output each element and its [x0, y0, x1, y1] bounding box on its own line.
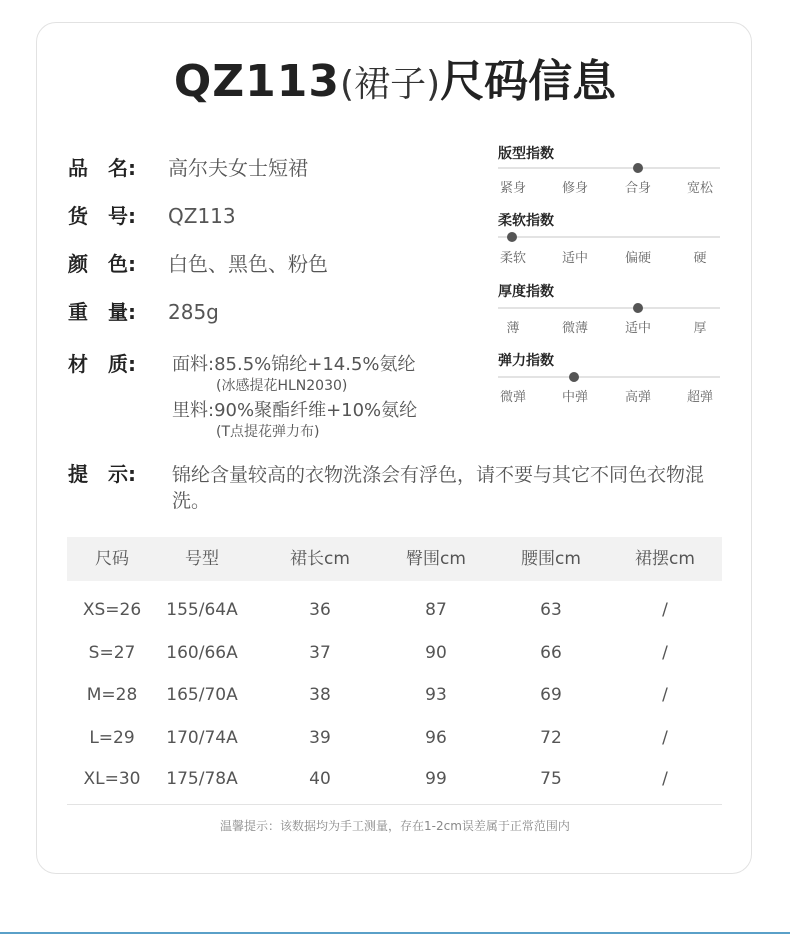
table-header-cell: 裙摆cm [635, 549, 695, 569]
table-cell: 63 [540, 600, 562, 620]
name-value: 高尔夫女士短裙 [168, 156, 308, 180]
table-cell: M=28 [86, 685, 138, 705]
thickness-option: 厚 [693, 321, 707, 336]
elasticity-option: 微弹 [499, 390, 526, 405]
table-cell: / [662, 728, 668, 748]
elasticity-index-track [498, 376, 720, 378]
size-table-header [67, 537, 722, 581]
fit-option: 修身 [561, 181, 588, 196]
material-lining: 里料:90%聚酯纤维+10%氨纶 [172, 400, 418, 421]
elasticity-option: 中弹 [561, 390, 588, 405]
sku-value: QZ113 [168, 204, 236, 228]
table-cell: / [662, 769, 668, 789]
table-cell: 155/64A [166, 600, 238, 620]
title-main: 尺码信息 [440, 56, 617, 107]
fit-option: 紧身 [499, 181, 526, 196]
material-outer: 面料:85.5%锦纶+14.5%氨纶 [172, 354, 416, 375]
elasticity-option: 超弹 [686, 390, 713, 405]
softness-option: 偏硬 [624, 251, 651, 266]
table-cell: 175/78A [166, 769, 238, 789]
table-cell: 36 [309, 600, 331, 620]
product-code-title: QZ113 [173, 56, 341, 107]
table-cell: 87 [425, 600, 447, 620]
table-cell: 160/66A [166, 643, 238, 663]
fit-option: 宽松 [686, 181, 713, 196]
info-row-name [68, 154, 308, 182]
table-cell: / [662, 600, 668, 620]
table-cell: / [662, 685, 668, 705]
softness-index-title: 柔软指数 [498, 213, 554, 229]
table-cell: S=27 [88, 643, 136, 663]
softness-index-marker [507, 232, 517, 242]
thickness-option: 薄 [506, 321, 520, 336]
table-cell: 93 [425, 685, 447, 705]
table-header-cell: 裙长cm [290, 549, 350, 569]
table-header-cell: 尺码 [95, 549, 129, 569]
tip-label: 提 示: [68, 462, 136, 486]
thickness-index-track [498, 307, 720, 309]
color-value: 白色、黑色、粉色 [168, 252, 328, 276]
table-cell: / [662, 643, 668, 663]
thickness-index-marker [633, 303, 643, 313]
elasticity-index-title: 弹力指数 [498, 353, 554, 369]
elasticity-option: 高弹 [624, 390, 651, 405]
table-header-cell: 腰围cm [521, 549, 581, 569]
fit-option: 合身 [624, 181, 651, 196]
material-label: 材 质: [68, 352, 136, 376]
page-title [0, 52, 790, 115]
table-cell: XL=30 [83, 769, 141, 789]
fit-index-marker [633, 163, 643, 173]
fit-index-title: 版型指数 [498, 146, 554, 162]
name-label: 品 名: [68, 156, 136, 180]
tip-text: 锦纶含量较高的衣物洗涤会有浮色，请不要与其它不同色衣物混洗。 [172, 464, 705, 512]
softness-index-track [498, 236, 720, 238]
thickness-option: 微薄 [561, 321, 588, 336]
table-cell: 39 [309, 728, 331, 748]
table-cell: 37 [309, 643, 331, 663]
thickness-option: 适中 [624, 321, 651, 336]
table-cell: 99 [425, 769, 447, 789]
table-cell: 90 [425, 643, 447, 663]
info-row-weight [68, 298, 219, 326]
table-divider [67, 804, 722, 805]
material-outer-fabric: (冰感提花HLN2030) [216, 378, 348, 394]
measurement-note: 温馨提示：该数据均为手工测量，存在1-2cm误差属于正常范围内 [220, 819, 570, 833]
table-header-cell: 臀围cm [406, 549, 466, 569]
table-cell: 75 [540, 769, 562, 789]
info-row-sku [68, 202, 236, 230]
sku-label: 货 号: [68, 204, 136, 228]
material-lining-fabric: (T点提花弹力布) [216, 424, 320, 440]
weight-value: 285g [168, 300, 219, 324]
info-row-tip [68, 460, 168, 488]
table-cell: 40 [309, 769, 331, 789]
softness-option: 柔软 [499, 251, 526, 266]
bottom-divider [0, 932, 790, 934]
table-cell: 69 [540, 685, 562, 705]
table-cell: 165/70A [166, 685, 238, 705]
table-cell: 38 [309, 685, 331, 705]
fit-index-track [498, 167, 720, 169]
info-row-material [68, 350, 168, 378]
table-cell: 72 [540, 728, 562, 748]
table-cell: 66 [540, 643, 562, 663]
thickness-index-title: 厚度指数 [498, 284, 554, 300]
softness-option: 适中 [561, 251, 588, 266]
table-cell: XS=26 [82, 600, 142, 620]
info-row-color [68, 250, 328, 278]
category-title: (裙子) [340, 64, 441, 105]
table-cell: L=29 [89, 728, 135, 748]
softness-option: 硬 [693, 251, 707, 266]
table-header-cell: 号型 [185, 549, 219, 569]
color-label: 颜 色: [68, 252, 136, 276]
table-cell: 96 [425, 728, 447, 748]
weight-label: 重 量: [68, 300, 136, 324]
table-cell: 170/74A [166, 728, 238, 748]
elasticity-index-marker [569, 372, 579, 382]
